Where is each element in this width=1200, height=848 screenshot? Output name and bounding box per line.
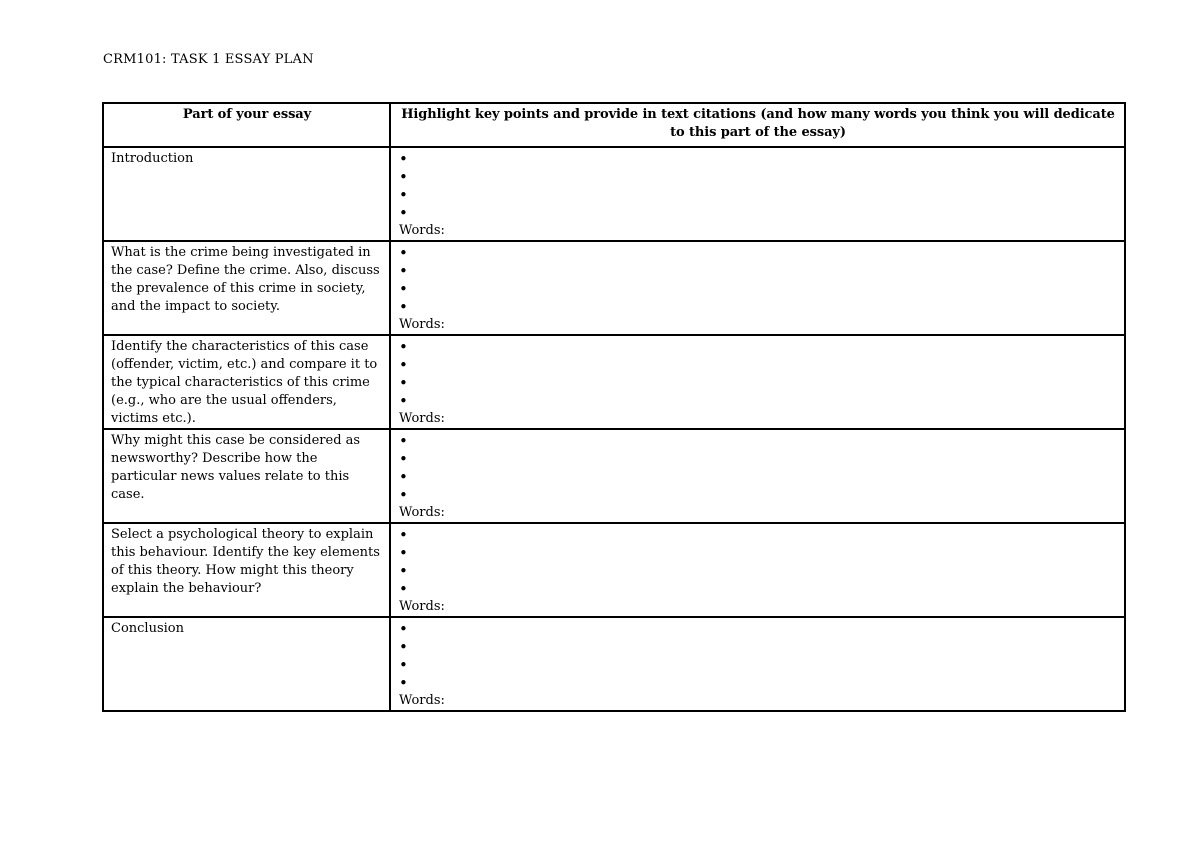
table-row [103, 429, 1125, 523]
key-points-cell[interactable] [390, 617, 1125, 711]
section-label-psychological-theory: Select a psychological theory to explain this behaviour. Identify the key elements of this theory. How might this theory explain the behaviour? [103, 523, 390, 617]
bullet-item [398, 356, 1118, 374]
key-points-cell[interactable] [390, 429, 1125, 523]
section-label-crime-definition: What is the crime being investigated in the case? Define the crime. Also, discuss the prevalence of this crime in society, and the impact to society. [103, 241, 390, 335]
table-row [103, 335, 1125, 429]
bullet-item [398, 544, 1118, 562]
section-label-introduction: Introduction [103, 147, 390, 241]
bullet-item [398, 486, 1118, 504]
bullet-item [398, 656, 1118, 674]
bullet-list [398, 526, 1118, 598]
key-points-cell[interactable] [390, 241, 1125, 335]
bullet-item [398, 280, 1118, 298]
bullet-item [398, 168, 1118, 186]
bullet-item [398, 338, 1118, 356]
bullet-item [398, 638, 1118, 656]
bullet-item [398, 674, 1118, 692]
words-label: Words: [399, 223, 445, 238]
section-label-case-characteristics: Identify the characteristics of this case (offender, victim, etc.) and compare it to the typical characteristics of this crime (e.g., who are the usual offenders, victims etc.). [103, 335, 390, 429]
essay-plan-table [102, 102, 1126, 712]
bullet-list [398, 150, 1118, 222]
table-row [103, 617, 1125, 711]
key-points-cell[interactable] [390, 335, 1125, 429]
bullet-list [398, 432, 1118, 504]
bullet-item [398, 468, 1118, 486]
bullet-item [398, 562, 1118, 580]
table-row [103, 241, 1125, 335]
words-label: Words: [399, 505, 445, 520]
bullet-list [398, 244, 1118, 316]
words-label: Words: [399, 411, 445, 426]
table-row [103, 523, 1125, 617]
bullet-list [398, 620, 1118, 692]
section-label-conclusion: Conclusion [103, 617, 390, 711]
bullet-item [398, 620, 1118, 638]
key-points-cell[interactable] [390, 147, 1125, 241]
bullet-item [398, 526, 1118, 544]
document-title: CRM101: TASK 1 ESSAY PLAN [103, 52, 314, 67]
bullet-item [398, 150, 1118, 168]
bullet-item [398, 298, 1118, 316]
table-row [103, 147, 1125, 241]
bullet-item [398, 244, 1118, 262]
words-label: Words: [399, 599, 445, 614]
words-label: Words: [399, 693, 445, 708]
bullet-list [398, 338, 1118, 410]
words-label: Words: [399, 317, 445, 332]
bullet-item [398, 374, 1118, 392]
bullet-item [398, 262, 1118, 280]
bullet-item [398, 450, 1118, 468]
bullet-item [398, 580, 1118, 598]
header-part-of-essay: Part of your essay [103, 103, 390, 147]
bullet-item [398, 432, 1118, 450]
key-points-cell[interactable] [390, 523, 1125, 617]
table-header-row [103, 103, 1125, 147]
section-label-newsworthiness: Why might this case be considered as newsworthy? Describe how the particular news values relate to this case. [103, 429, 390, 523]
header-key-points: Highlight key points and provide in text citations (and how many words you think you will dedicate to this part of the essay) [390, 103, 1125, 147]
bullet-item [398, 204, 1118, 222]
bullet-item [398, 186, 1118, 204]
bullet-item [398, 392, 1118, 410]
